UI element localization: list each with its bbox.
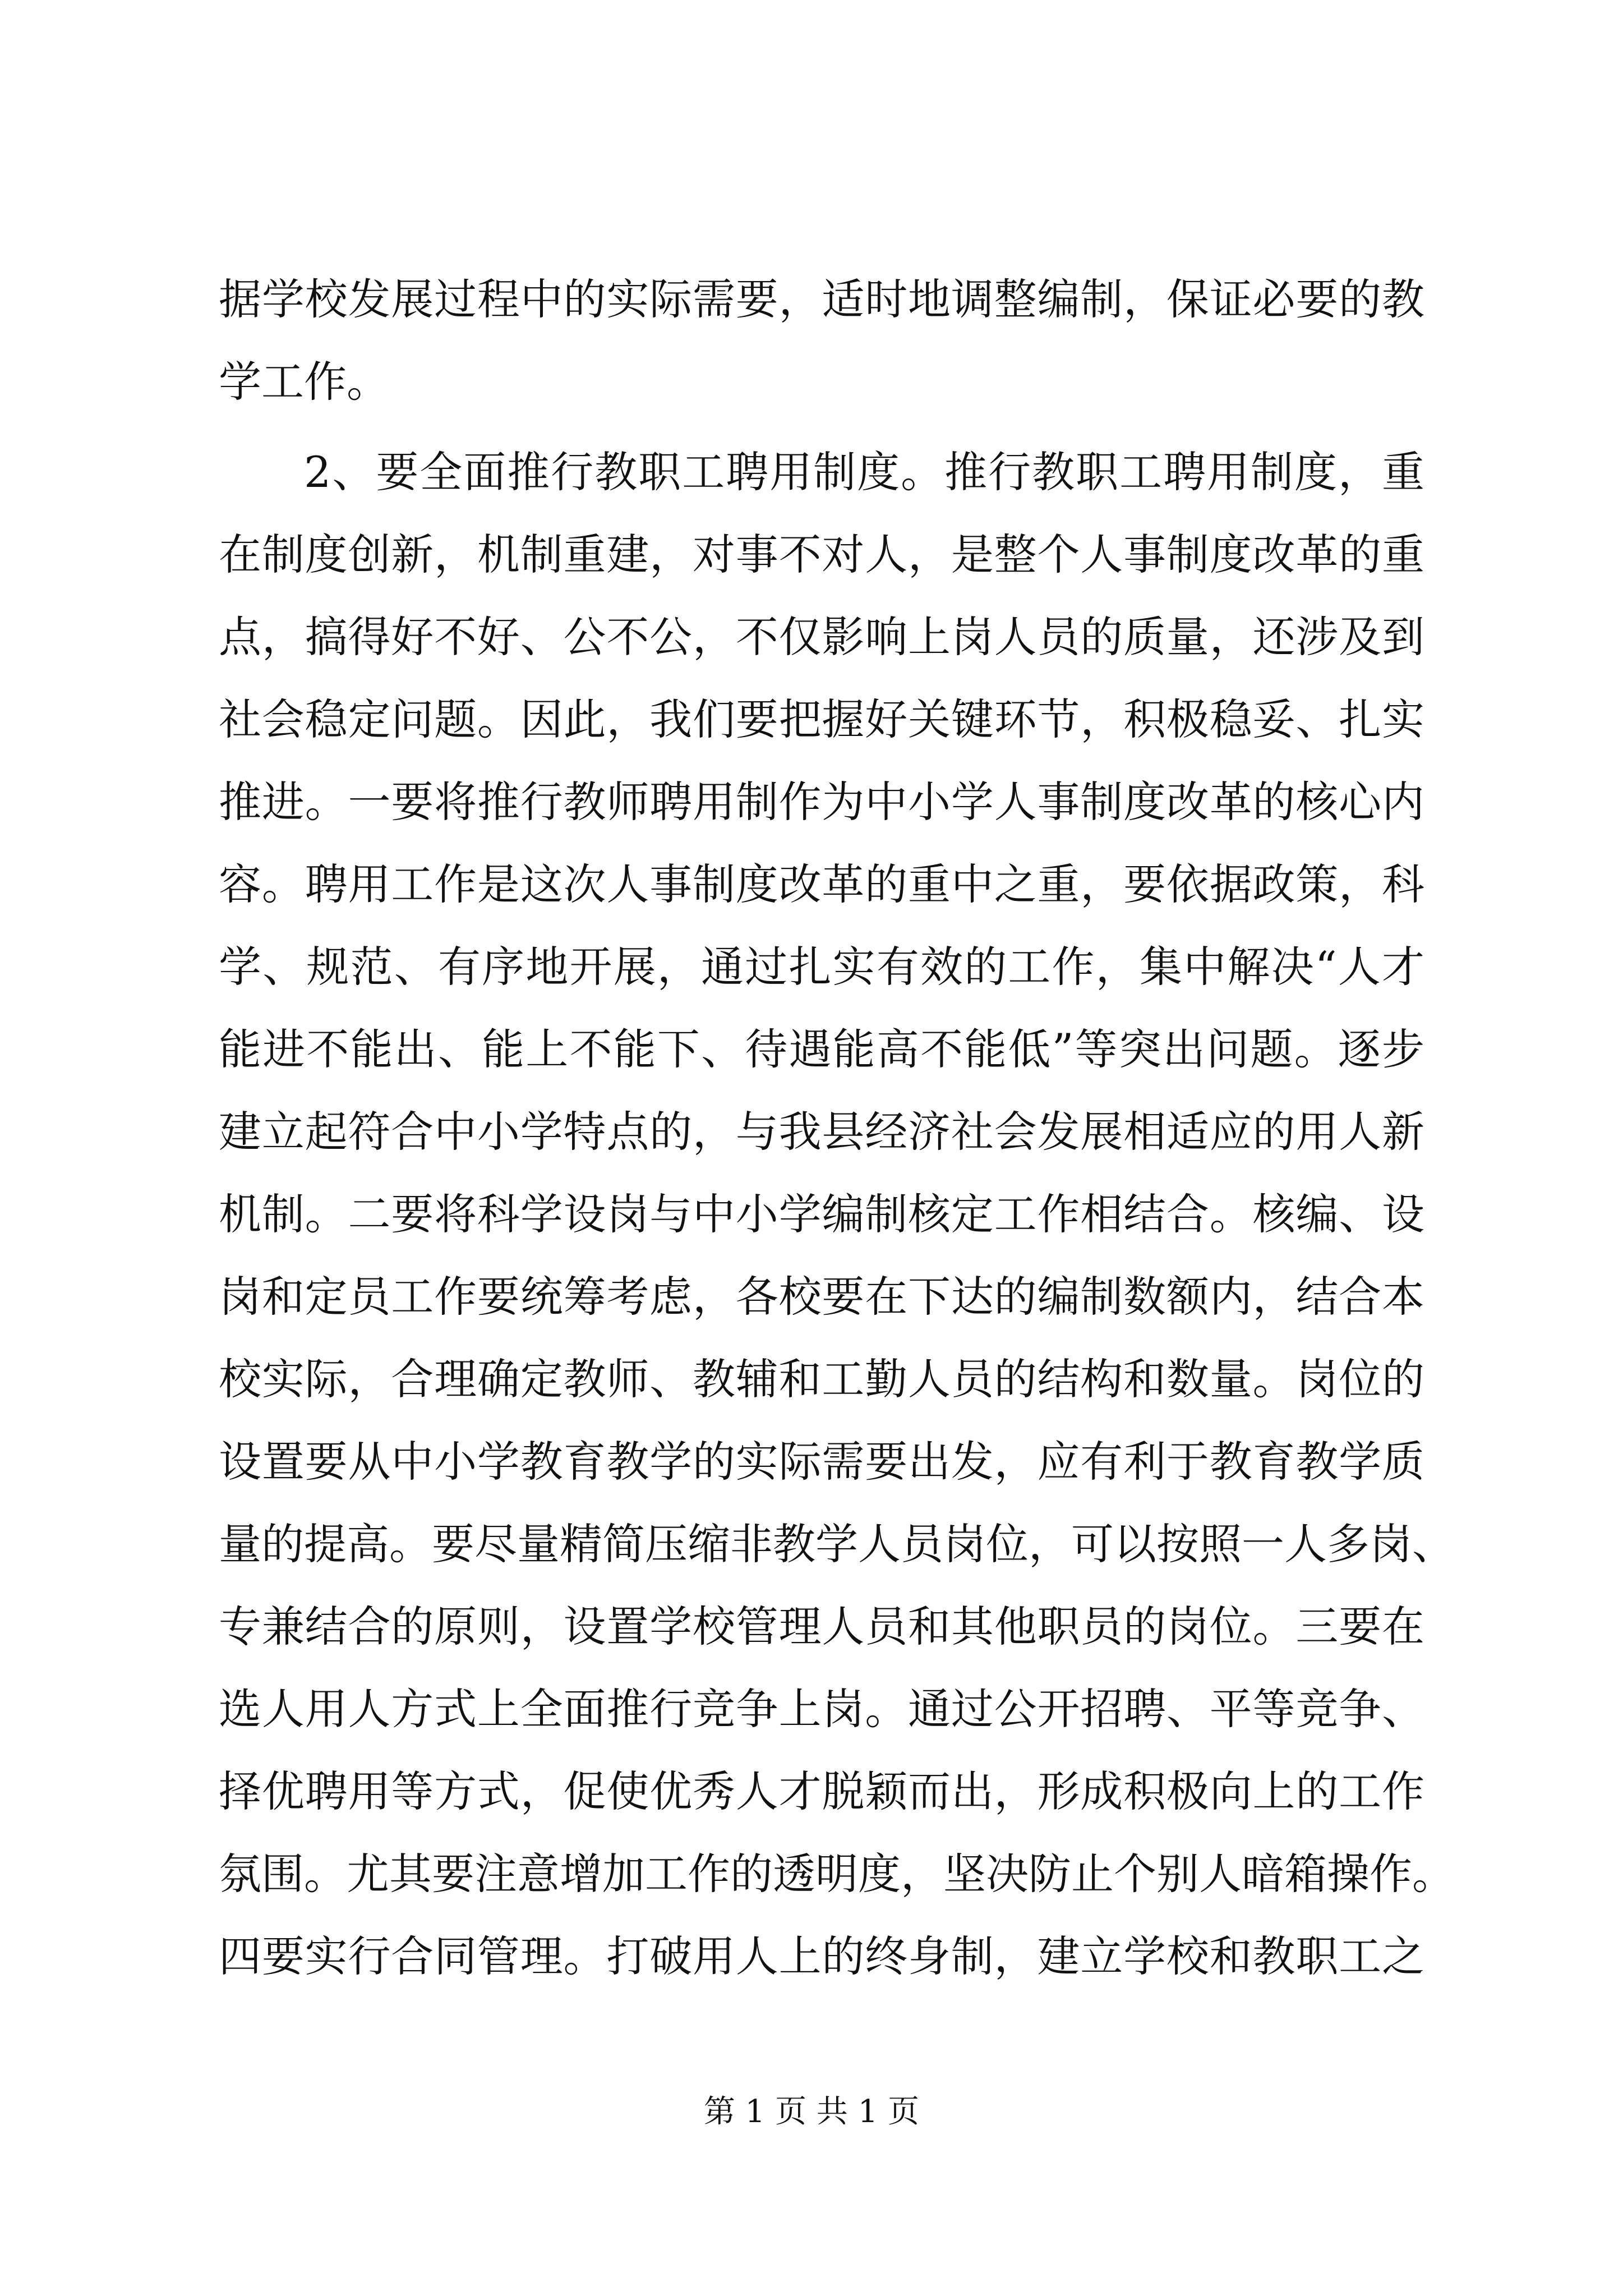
text-line: 建立起符合中小学特点的，与我县经济社会发展相适应的用人新 (219, 1107, 1424, 1157)
text-line: 量的提高。要尽量精简压缩非教学人员岗位，可以按照一人多岗、 (219, 1519, 1455, 1569)
text-line: 专兼结合的原则，设置学校管理人员和其他职员的岗位。三要在 (219, 1602, 1424, 1651)
paragraph-continuation (219, 258, 1424, 423)
page-number-label: 第 1 页 共 1 页 (703, 2093, 920, 2130)
text-line: 机制。二要将科学设岗与中小学编制核定工作相结合。核编、设 (219, 1189, 1424, 1239)
paragraph-gap (219, 423, 1424, 431)
text-line: 岗和定员工作要统筹考虑，各校要在下达的编制数额内，结合本 (219, 1272, 1424, 1322)
text-line: 点，搞得好不好、公不公，不仅影响上岗人员的质量，还涉及到 (219, 612, 1424, 662)
text-line: 选人用人方式上全面推行竞争上岗。通过公开招聘、平等竞争、 (219, 1684, 1424, 1734)
document-body (219, 258, 1455, 1998)
text-line: 能进不能出、能上不能下、待遇能高不能低”等突出问题。逐步 (219, 1024, 1424, 1074)
text-line: 社会稳定问题。因此，我们要把握好关键环节，积极稳妥、扎实 (219, 694, 1424, 744)
text-line: 在制度创新，机制重建，对事不对人，是整个人事制度改革的重 (219, 530, 1424, 579)
text-line: 四要实行合同管理。打破用人上的终身制，建立学校和教职工之 (219, 1931, 1424, 1981)
text-line: 学工作。 (219, 357, 389, 407)
text-line: 学、规范、有序地开展，通过扎实有效的工作，集中解决“人才 (219, 942, 1424, 992)
text-line: 校实际，合理确定教师、教辅和工勤人员的结构和数量。岗位的 (219, 1354, 1424, 1404)
text-line: 设置要从中小学教育教学的实际需要出发，应有利于教育教学质 (219, 1437, 1424, 1487)
text-line: 择优聘用等方式，促使优秀人才脱颖而出，形成积极向上的工作 (219, 1766, 1424, 1816)
paragraph-recruitment-system (219, 431, 1455, 1998)
text-line: 据学校发展过程中的实际需要，适时地调整编制，保证必要的教 (219, 274, 1424, 324)
text-line: 推进。一要将推行教师聘用制作为中小学人事制度改革的核心内 (219, 777, 1424, 827)
page-footer (0, 2092, 1623, 2132)
text-line: 氛围。尤其要注意增加工作的透明度，坚决防止个别人暗箱操作。 (219, 1849, 1455, 1899)
text-line: 2、要全面推行教职工聘用制度。推行教职工聘用制度，重 (304, 447, 1424, 497)
text-line: 容。聘用工作是这次人事制度改革的重中之重，要依据政策，科 (219, 859, 1424, 909)
